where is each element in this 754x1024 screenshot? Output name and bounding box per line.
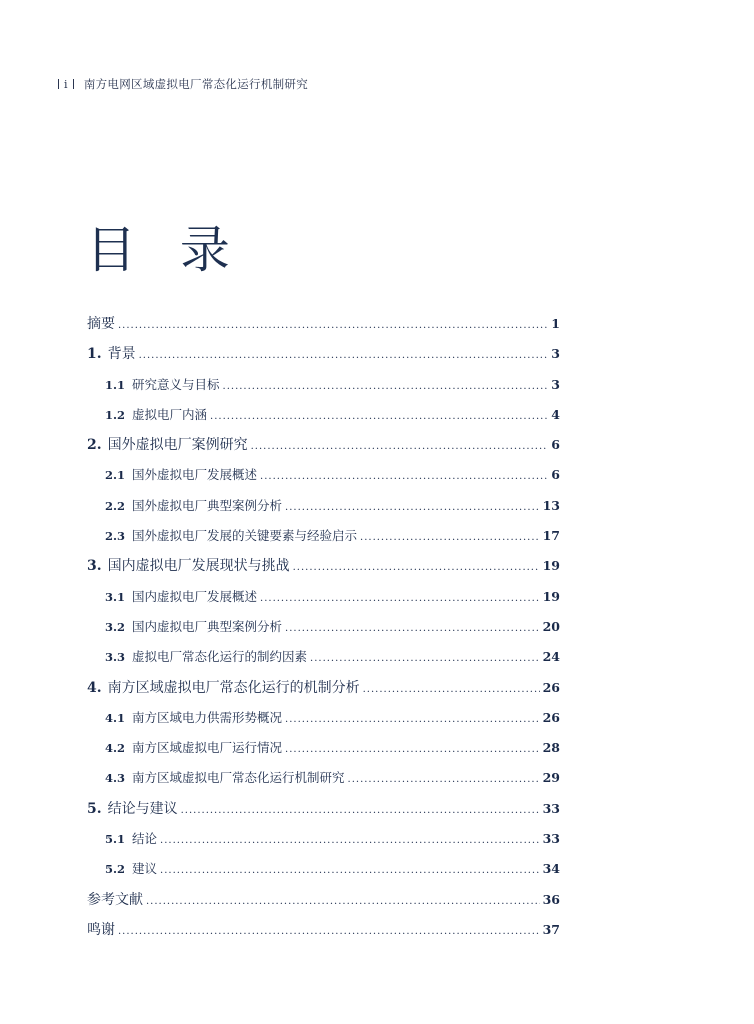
toc-entry-page: 3 xyxy=(551,346,560,362)
toc-entry-label: 国外虚拟电厂典型案例分析 xyxy=(132,497,283,513)
toc-leader-dots xyxy=(210,402,548,432)
toc-entry-page: 20 xyxy=(542,618,560,634)
toc-entry-label: 摘要 xyxy=(87,316,115,332)
toc-entry-number: 2.1 xyxy=(105,468,126,483)
toc-entry-page: 36 xyxy=(542,891,560,907)
toc-leader-dots xyxy=(348,765,540,795)
toc-entry-label: 南方区域虚拟电厂运行情况 xyxy=(132,740,283,756)
toc-entry-page: 13 xyxy=(542,497,560,513)
toc-entry[interactable] xyxy=(87,400,560,430)
table-of-contents xyxy=(87,309,560,945)
toc-leader-dots xyxy=(146,887,540,917)
toc-leader-dots xyxy=(118,311,548,341)
toc-entry-page: 28 xyxy=(542,740,560,756)
toc-entry[interactable] xyxy=(87,430,560,460)
toc-leader-dots xyxy=(251,432,549,462)
toc-entry-label: 建议 xyxy=(132,861,158,877)
toc-entry-label: 鸣谢 xyxy=(87,921,115,938)
toc-entry-label: 国外虚拟电厂发展的关键要素与经验启示 xyxy=(132,528,358,544)
toc-entry[interactable] xyxy=(87,915,560,945)
toc-entry-page: 37 xyxy=(542,921,560,937)
header-divider xyxy=(58,79,59,89)
toc-entry-number: 4.3 xyxy=(105,771,126,786)
toc-leader-dots xyxy=(160,826,540,856)
toc-entry-label: 虚拟电厂内涵 xyxy=(132,406,208,422)
toc-entry-label: 南方区域虚拟电厂常态化运行机制研究 xyxy=(132,770,345,786)
toc-entry-label: 国内虚拟电厂典型案例分析 xyxy=(132,618,283,634)
toc-entry-number: 1.2 xyxy=(105,407,126,422)
toc-leader-dots xyxy=(160,856,540,886)
toc-leader-dots xyxy=(285,705,540,735)
toc-leader-dots xyxy=(223,372,549,402)
toc-entry[interactable] xyxy=(87,703,560,733)
toc-entry-number: 3. xyxy=(87,558,102,575)
header-title: 南方电网区域虚拟电厂常态化运行机制研究 xyxy=(83,77,309,91)
toc-leader-dots xyxy=(285,493,540,523)
header-divider xyxy=(73,79,74,89)
toc-entry-page: 26 xyxy=(542,709,560,725)
running-header xyxy=(58,76,308,92)
toc-entry[interactable] xyxy=(87,370,560,400)
toc-entry-number: 1. xyxy=(87,346,102,363)
toc-leader-dots xyxy=(360,523,540,553)
toc-entry-number: 4.2 xyxy=(105,741,126,756)
toc-entry-page: 17 xyxy=(542,528,560,544)
toc-leader-dots xyxy=(181,796,540,826)
toc-entry-page: 1 xyxy=(551,316,560,331)
toc-entry-number: 3.1 xyxy=(105,589,126,604)
toc-entry[interactable] xyxy=(87,885,560,915)
toc-entry-number: 2.3 xyxy=(105,529,126,544)
toc-entry-page: 24 xyxy=(542,649,560,665)
toc-entry-number: 3.3 xyxy=(105,650,126,665)
toc-title: 目 录 xyxy=(86,221,244,279)
toc-leader-dots xyxy=(139,341,549,371)
toc-entry-page: 26 xyxy=(542,679,560,695)
header-page-number: i xyxy=(64,77,68,91)
toc-entry[interactable] xyxy=(87,854,560,884)
toc-entry[interactable] xyxy=(87,794,560,824)
toc-entry-number: 2.2 xyxy=(105,498,126,513)
toc-entry-number: 5. xyxy=(87,800,102,817)
toc-entry-page: 33 xyxy=(542,831,560,847)
toc-entry-number: 4.1 xyxy=(105,710,126,725)
toc-entry-label: 背景 xyxy=(107,346,136,363)
toc-entry[interactable] xyxy=(87,309,560,339)
toc-entry[interactable] xyxy=(87,551,560,581)
toc-entry-label: 参考文献 xyxy=(87,891,143,908)
toc-entry[interactable] xyxy=(87,612,560,642)
toc-entry-label: 南方区域电力供需形势概况 xyxy=(132,709,283,725)
toc-entry-number: 5.1 xyxy=(105,832,126,847)
toc-entry[interactable] xyxy=(87,582,560,612)
toc-entry-number: 1.1 xyxy=(105,377,126,392)
toc-entry[interactable] xyxy=(87,824,560,854)
toc-leader-dots xyxy=(118,917,540,947)
toc-entry-label: 国内虚拟电厂发展概述 xyxy=(132,588,258,604)
toc-entry[interactable] xyxy=(87,642,560,672)
toc-leader-dots xyxy=(310,644,540,674)
toc-entry-number: 4. xyxy=(87,679,102,696)
toc-entry-page: 19 xyxy=(542,588,560,604)
toc-leader-dots xyxy=(260,462,548,492)
toc-entry-label: 国外虚拟电厂案例研究 xyxy=(107,437,248,454)
toc-entry-label: 研究意义与目标 xyxy=(132,376,220,392)
toc-entry-label: 南方区域虚拟电厂常态化运行的机制分析 xyxy=(107,679,360,696)
toc-entry[interactable] xyxy=(87,673,560,703)
toc-entry-page: 29 xyxy=(542,770,560,786)
toc-entry-label: 结论 xyxy=(132,831,158,847)
toc-entry-label: 结论与建议 xyxy=(107,800,178,817)
toc-entry[interactable] xyxy=(87,460,560,490)
toc-entry[interactable] xyxy=(87,339,560,369)
toc-leader-dots xyxy=(363,675,540,705)
toc-entry[interactable] xyxy=(87,491,560,521)
toc-entry[interactable] xyxy=(87,763,560,793)
toc-leader-dots xyxy=(285,735,540,765)
toc-entry-page: 3 xyxy=(551,376,560,392)
toc-entry-label: 虚拟电厂常态化运行的制约因素 xyxy=(132,649,308,665)
toc-entry[interactable] xyxy=(87,733,560,763)
toc-entry-page: 4 xyxy=(551,406,560,422)
toc-entry-number: 2. xyxy=(87,437,102,454)
toc-entry-number: 3.2 xyxy=(105,619,126,634)
toc-leader-dots xyxy=(260,584,540,614)
toc-entry-label: 国内虚拟电厂发展现状与挑战 xyxy=(107,558,290,575)
toc-entry-page: 6 xyxy=(551,437,560,453)
toc-entry-page: 33 xyxy=(542,800,560,816)
toc-leader-dots xyxy=(285,614,540,644)
toc-entry-page: 6 xyxy=(551,467,560,483)
toc-entry-page: 34 xyxy=(542,861,560,877)
toc-entry[interactable] xyxy=(87,521,560,551)
toc-leader-dots xyxy=(293,553,540,583)
toc-entry-number: 5.2 xyxy=(105,862,126,877)
toc-entry-page: 19 xyxy=(542,558,560,574)
toc-entry-label: 国外虚拟电厂发展概述 xyxy=(132,467,258,483)
